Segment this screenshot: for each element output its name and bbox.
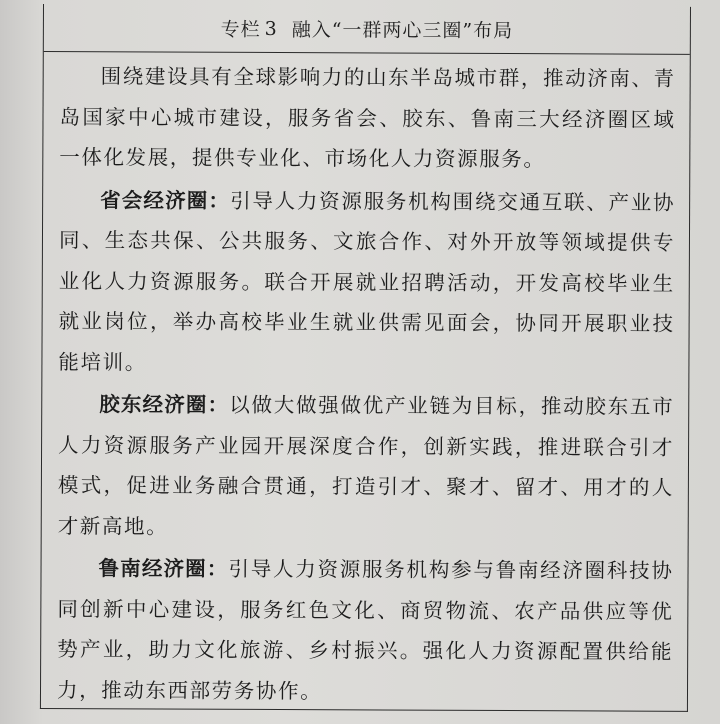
sidebar-column-box [40,4,691,712]
provincial-capital-circle-paragraph [58,180,675,385]
paragraph-lead: 胶东经济圈： [99,392,230,417]
paragraph-text: 以做大做强做优产业链为目标，推动胶东五市人力资源服务产业园开展深度合作，创新实践，推进联合引才模式，促进业务融合贯通，打造引才、聚才、留才、用才的人才新高地。 [57,392,675,539]
jiaodong-circle-paragraph [58,384,675,549]
column-number: 3 [264,17,278,40]
column-heading [44,4,690,55]
column-body [41,52,690,713]
intro-paragraph [59,56,676,180]
paragraph-text: 引导人力资源服务机构围绕交通互联、产业协同、生态共保、公共服务、文旅合作、对外开放等领域提供专业化人力资源服务。联合开展就业招聘活动，开发高校毕业生就业岗位，举办高校毕业生就业供需见面会，协同开展职业技能培训。 [58,188,676,374]
paragraph-lead: 鲁南经济圈： [98,556,229,581]
column-title: 融入“一群两心三圈”布局 [291,19,514,43]
lunan-circle-paragraph [57,548,674,713]
column-label: 专栏 [220,18,261,41]
paragraph-text: 引导人力资源服务机构参与鲁南经济圈科技协同创新中心建设，服务红色文化、商贸物流、农产品供应等优势产业，助力文化旅游、乡村振兴。强化人力资源配置供给能力，推动东西部劳务协作。 [56,556,674,703]
paragraph-lead: 省会经济圈： [100,187,231,213]
intro-text: 围绕建设具有全球影响力的山东半岛城市群，推动济南、青岛国家中心城市建设，服务省会、胶东、鲁南三大经济圈区域一体化发展，提供专业化、市场化人力资源服务。 [59,64,676,172]
